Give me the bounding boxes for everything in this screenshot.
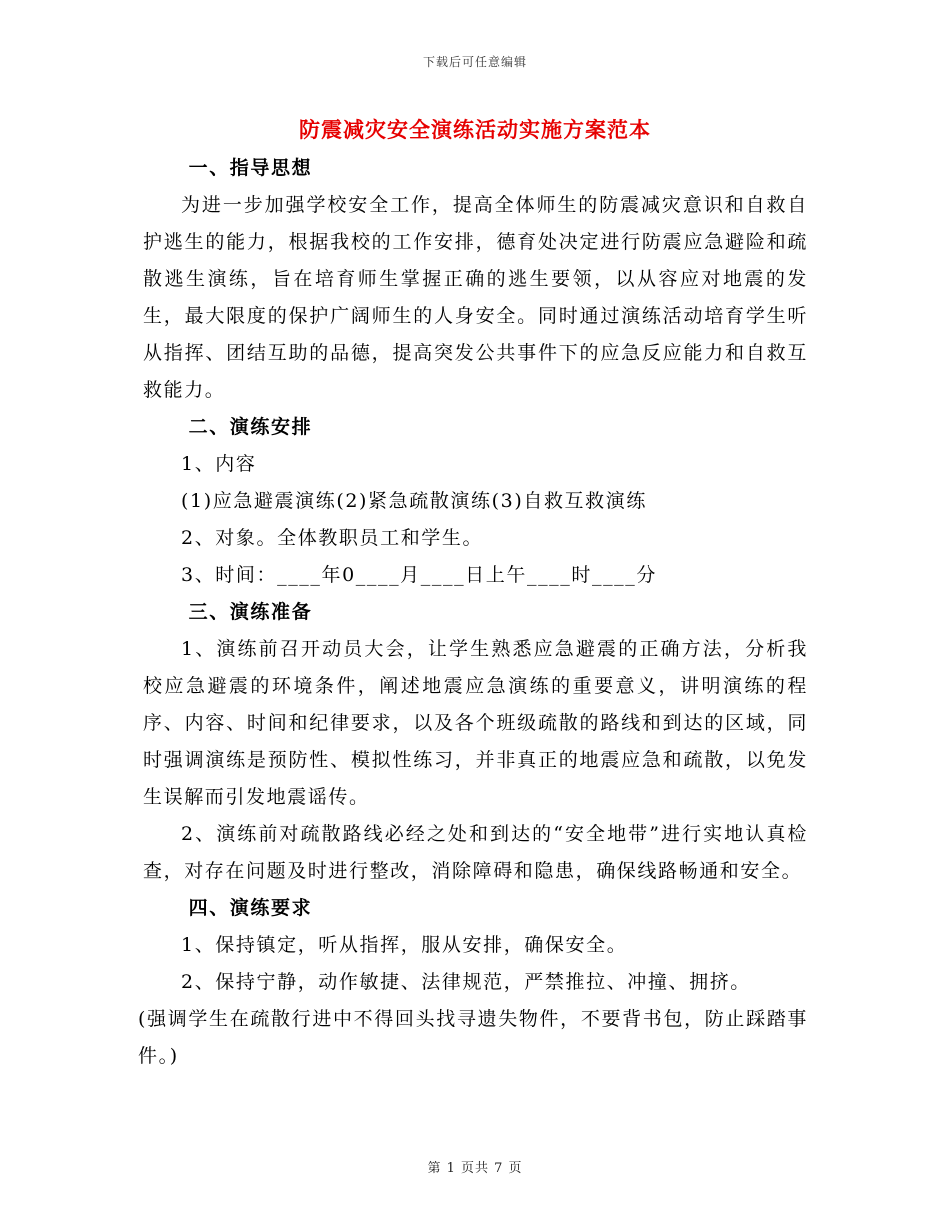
section-heading-guiding-principle: 一、指导思想 xyxy=(188,157,313,179)
section-heading-drill-preparation: 三、演练准备 xyxy=(188,601,313,623)
list-item-requirement-2: 2、保持宁静，动作敏捷、法律规范，严禁推拉、冲撞、拥挤。 xyxy=(181,971,751,993)
paragraph-requirement-2-note: (强调学生在疏散行进中不得回头找寻遗失物件，不要背书包，防止踩踏事件。) xyxy=(138,1008,808,1067)
page-footer-pagination: 第 1 页共 7 页 xyxy=(427,1161,523,1176)
paragraph-preparation-1: 1、演练前召开动员大会，让学生熟悉应急避震的正确方法，分析我校应急避震的环境条件，阐述地震应急演练的重要意义，讲明演练的程序、内容、时间和纪律要求，以及各个班级疏散的路线和到达的区域，同时强调演练是预防性、模拟性练习，并非真正的地震应急和疏散，以免发生误解而引发地震谣传。 xyxy=(143,638,808,808)
page-header-note: 下载后可任意编辑 xyxy=(422,55,527,69)
list-item-time: 3、时间：____年0____月____日上午____时____分 xyxy=(181,564,657,586)
document-title: 防震减灾安全演练活动实施方案范本 xyxy=(299,117,651,142)
section-heading-drill-arrangement: 二、演练安排 xyxy=(188,416,313,438)
list-item-participants: 2、对象。全体教职员工和学生。 xyxy=(181,527,484,549)
list-item-content-detail: (1)应急避震演练(2)紧急疏散演练(3)自救互救演练 xyxy=(181,490,647,512)
section-heading-drill-requirements: 四、演练要求 xyxy=(188,897,313,919)
paragraph-preparation-2: 2、演练前对疏散路线必经之处和到达的“安全地带”进行实地认真检查，对存在问题及时进行整改，消除障碍和隐患，确保线路畅通和安全。 xyxy=(143,823,808,882)
list-item-requirement-1: 1、保持镇定，听从指挥，服从安排，确保安全。 xyxy=(181,934,628,956)
document-body xyxy=(138,150,808,1075)
paragraph-guiding-principle: 为进一步加强学校安全工作，提高全体师生的防震减灾意识和自救自护逃生的能力，根据我校的工作安排，德育处决定进行防震应急避险和疏散逃生演练，旨在培育师生掌握正确的逃生要领，以从容应对地震的发生，最大限度的保护广阔师生的人身安全。同时通过演练活动培育学生听从指挥、团结互助的品德，提高突发公共事件下的应急反应能力和自救互救能力。 xyxy=(143,194,808,401)
list-item-content: 1、内容 xyxy=(181,453,257,475)
